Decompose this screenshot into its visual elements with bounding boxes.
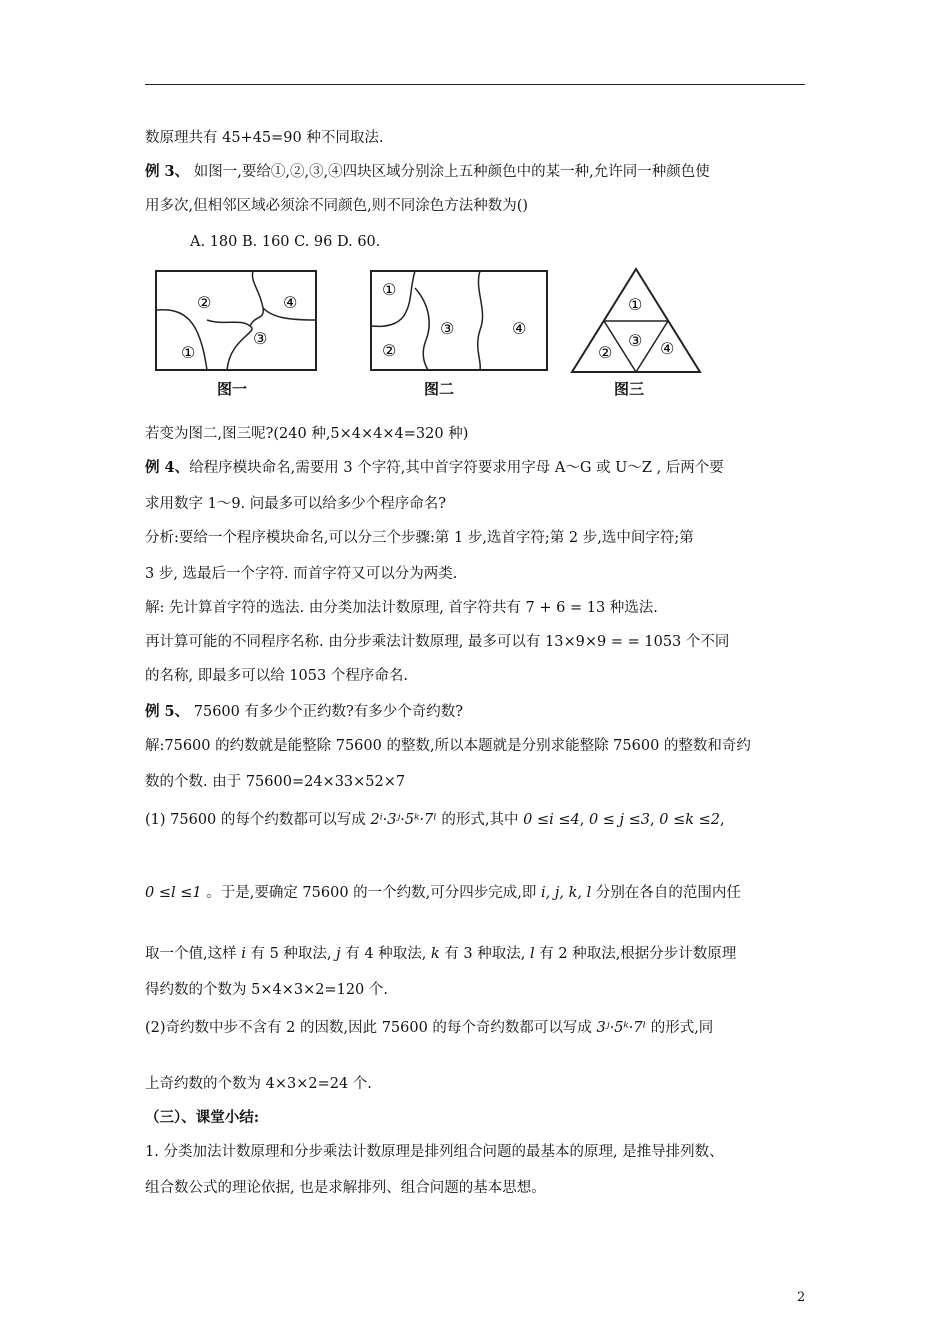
example-text: 给程序模块命名,需要用 3 个字符,其中首字符要求用字母 A～G 或 U～Z , 后两个要 [189,460,724,476]
example-label: 例 3、 [145,163,190,180]
region-2-label: ② [382,341,397,360]
figure-one-caption: 图一 [217,380,248,398]
text-span: 的形式,其中 [441,812,519,828]
text-line: 若变为图二,图三呢?(240 种,5×4×4×4=320 种) [145,426,469,442]
text-span: 分别在各自的范围内任 [595,885,741,901]
text-line: 解: 先计算首字符的选法. 由分类加法计数原理, 首字符共有 7 + 6 = 13 种选法. [145,600,658,616]
text-line: 用多次,但相邻区域必须涂不同颜色,则不同涂色方法种数为() [145,198,529,214]
region-4-label: ④ [512,319,527,338]
text-line: 数的个数. 由于 75600=24×33×52×7 [145,774,406,790]
text-span: (2)奇约数中步不含有 2 的因数,因此 75600 的每个奇约数都可以写成 [145,1020,592,1036]
section-heading: （三）、课堂小结: [145,1109,260,1126]
text-line [145,1018,713,1038]
example-label: 例 5、 [145,703,190,720]
math-var: j [336,946,341,962]
text-span: 取一个值,这样 [145,946,237,962]
math-constraint: 0 ≤ j ≤3 [588,812,651,828]
figure-two-caption: 图二 [424,380,455,398]
text-span: 。于是,要确定 75600 的一个约数,可分四步完成,即 [206,885,537,901]
text-line: 组合数公式的理论依据, 也是求解排列、组合问题的基本思想。 [145,1180,546,1196]
region-2-label: ② [598,343,613,362]
example-3 [145,162,710,182]
region-1-label: ① [382,280,397,299]
header-rule [145,84,805,85]
region-1-label: ① [181,343,196,362]
math-var: k [430,946,440,962]
math-constraint: 0 ≤i ≤4 [523,812,580,828]
region-2-label: ② [197,293,212,312]
text-line: 得约数的个数为 5×4×3×2=120 个. [145,982,389,998]
text-span: 有 4 种取法, [345,946,427,962]
math-form: 3ʲ·5ᵏ·7ˡ [596,1020,647,1036]
math-var: l [530,946,535,962]
figure-three [570,266,702,376]
math-var: i [241,946,246,962]
text-line: 解:75600 的约数就是能整除 75600 的整数,所以本题就是分别求能整除 75600 的整数和奇约 [145,738,751,754]
text-line: (1) 75600 的每个约数都可以写成 2ⁱ·3ʲ·5ᵏ·7ˡ 的形式,其中 0 ≤i ≤4, 0 ≤ j ≤3, 0 ≤k ≤2, [145,812,725,828]
text-span: (1) 75600 的每个约数都可以写成 [145,812,366,828]
region-4-label: ④ [660,339,675,358]
text-line: 1. 分类加法计数原理和分步乘法计数原理是排列组合问题的最基本的原理, 是推导排列数、 [145,1144,724,1160]
text-span: 的形式,同 [650,1020,714,1036]
math-constraint: 0 ≤l ≤1 [145,885,202,901]
text-line: 再计算可能的不同程序名称. 由分步乘法计数原理, 最多可以有 13×9×9 = = 1053 个不同 [145,634,730,650]
example-text: 如图一,要给①,②,③,④四块区域分别涂上五种颜色中的某一种,允许同一种颜色使 [189,164,710,180]
figure-two [370,270,548,374]
figure-one [155,270,317,374]
text-line: 求用数字 1～9. 问最多可以给多少个程序命名? [145,496,447,512]
math-vars: i, j, k, l [541,885,592,901]
text-span: 有 2 种取法,根据分步计数原理 [539,946,737,962]
region-3-label: ③ [253,329,268,348]
example-5 [145,702,463,722]
text-span: 有 5 种取法, [250,946,332,962]
text-line [145,944,736,964]
text-line: 的名称, 即最多可以给 1053 个程序命名. [145,668,408,684]
page-number: 2 [797,1290,806,1305]
text-span: 有 3 种取法, [444,946,526,962]
figure-three-caption: 图三 [614,380,645,398]
text-line: 3 步, 选最后一个字符. 而首字符又可以分为两类. [145,566,458,582]
math-form: 2ⁱ·3ʲ·5ᵏ·7ˡ [370,812,437,828]
text-line: 上奇约数的个数为 4×3×2=24 个. [145,1076,372,1092]
text-line [145,883,741,903]
region-3-label: ③ [440,319,455,338]
example-text: 75600 有多少个正约数?有多少个奇约数? [189,704,464,720]
region-4-label: ④ [283,293,298,312]
text-line: 分析:要给一个程序模块命名,可以分三个步骤:第 1 步,选首字符;第 2 步,选中间字符;第 [145,530,694,546]
example-4 [145,458,724,478]
text-line: 数原理共有 45+45=90 种不同取法. [145,130,384,146]
region-3-label: ③ [628,331,643,350]
math-constraint: 0 ≤k ≤2 [659,812,721,828]
region-1-label: ① [628,295,643,314]
answer-options: A. 180 B. 160 C. 96 D. 60. [190,234,381,250]
example-label: 例 4、 [145,459,190,476]
